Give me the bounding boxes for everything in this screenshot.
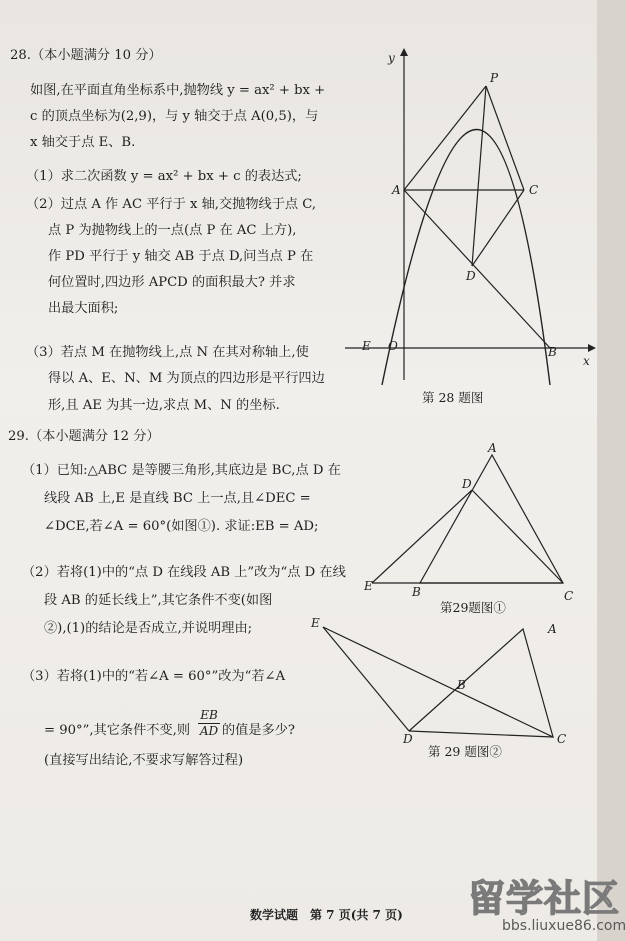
watermark-logo: 留学社区 <box>468 877 620 920</box>
q28-line: c 的顶点坐标为(2,9)，与 y 轴交于点 A(0,5)，与 <box>30 109 319 124</box>
q28-line: 作 PD 平行于 y 轴交 AB 于点 D,问当点 P 在 <box>48 249 314 264</box>
q29-note: (直接写出结论,不要求写解答过程) <box>44 753 244 768</box>
q28-line: 形,且 AE 为其一边,求点 M、N 的坐标. <box>48 398 280 413</box>
label-C: C <box>529 183 539 197</box>
label-D: D <box>466 269 476 283</box>
label-x: x <box>583 354 590 368</box>
q29-line: 线段 AB 上,E 是直线 BC 上一点,且∠DEC = <box>44 491 311 506</box>
q28-line: x 轴交于点 E、B. <box>30 135 136 150</box>
q28-caption: 第 28 题图 <box>422 390 484 405</box>
q28-part3: （3）若点 M 在抛物线上,点 N 在其对称轴上,使 <box>26 345 309 360</box>
q29-line: ∠DCE,若∠A = 60°(如图①). 求证:EB = AD; <box>44 519 319 534</box>
label-E: E <box>364 579 373 593</box>
label-P: P <box>490 71 499 85</box>
q28-line: 点 P 为抛物线上的一点(点 P 在 AC 上方), <box>48 223 297 238</box>
label-y: y <box>388 51 395 65</box>
q29-part1: （1）已知:△ABC 是等腰三角形,其底边是 BC,点 D 在 <box>22 463 341 478</box>
q28-line: 出最大面积; <box>48 301 119 316</box>
label-B: B <box>548 345 557 359</box>
label-B: B <box>412 585 421 599</box>
q28-part1: （1）求二次函数 y = ax² + bx + c 的表达式; <box>26 169 302 184</box>
q29-line: = 90°”,其它条件不变,则 <box>44 723 191 738</box>
q29-line: ②),(1)的结论是否成立,并说明理由; <box>44 621 253 636</box>
q28-part2: （2）过点 A 作 AC 平行于 x 轴,交抛物线于点 C, <box>26 197 317 212</box>
watermark <box>468 868 626 934</box>
q28-header: 28.（本小题满分 10 分） <box>10 48 162 63</box>
q29-part3: （3）若将(1)中的“若∠A = 60°”改为“若∠A <box>22 669 286 684</box>
label-C: C <box>564 589 574 603</box>
q29-header: 29.（本小题满分 12 分） <box>8 429 160 444</box>
q29-figure-2 <box>305 615 585 745</box>
q28-line: 如图,在平面直角坐标系中,抛物线 y = ax² + bx + <box>30 83 326 98</box>
label-O: O <box>388 339 398 353</box>
fraction-eb-ad <box>198 708 220 739</box>
label-C: C <box>557 732 567 746</box>
q29-fig1-caption: 第29题图① <box>440 600 506 615</box>
label-B: B <box>457 678 466 692</box>
page-footer: 数学试题 第 7 页(共 7 页) <box>250 908 403 922</box>
q28-line: 得以 A、E、N、M 为顶点的四边形是平行四边 <box>48 371 325 386</box>
q28-parabola-figure <box>340 40 597 390</box>
label-E: E <box>362 339 371 353</box>
label-D: D <box>462 477 472 491</box>
q29-fig2-caption: 第 29 题图② <box>428 744 502 759</box>
label-D: D <box>403 732 413 746</box>
q29-line: 段 AB 的延长线上”,其它条件不变(如图 <box>44 593 273 608</box>
q29-line: 的值是多少? <box>222 723 296 738</box>
q28-line: 何位置时,四边形 APCD 的面积最大? 并求 <box>48 275 296 290</box>
label-A: A <box>548 622 557 636</box>
fraction-denominator: AD <box>199 724 219 738</box>
label-A: A <box>488 441 497 455</box>
fraction-numerator: EB <box>200 708 218 722</box>
q29-figure-1 <box>360 440 585 610</box>
label-A: A <box>392 183 401 197</box>
q29-part2: （2）若将(1)中的“点 D 在线段 AB 上”改为“点 D 在线 <box>22 565 346 580</box>
label-E: E <box>311 616 320 630</box>
watermark-url: bbs.liuxue86.com <box>502 918 626 934</box>
